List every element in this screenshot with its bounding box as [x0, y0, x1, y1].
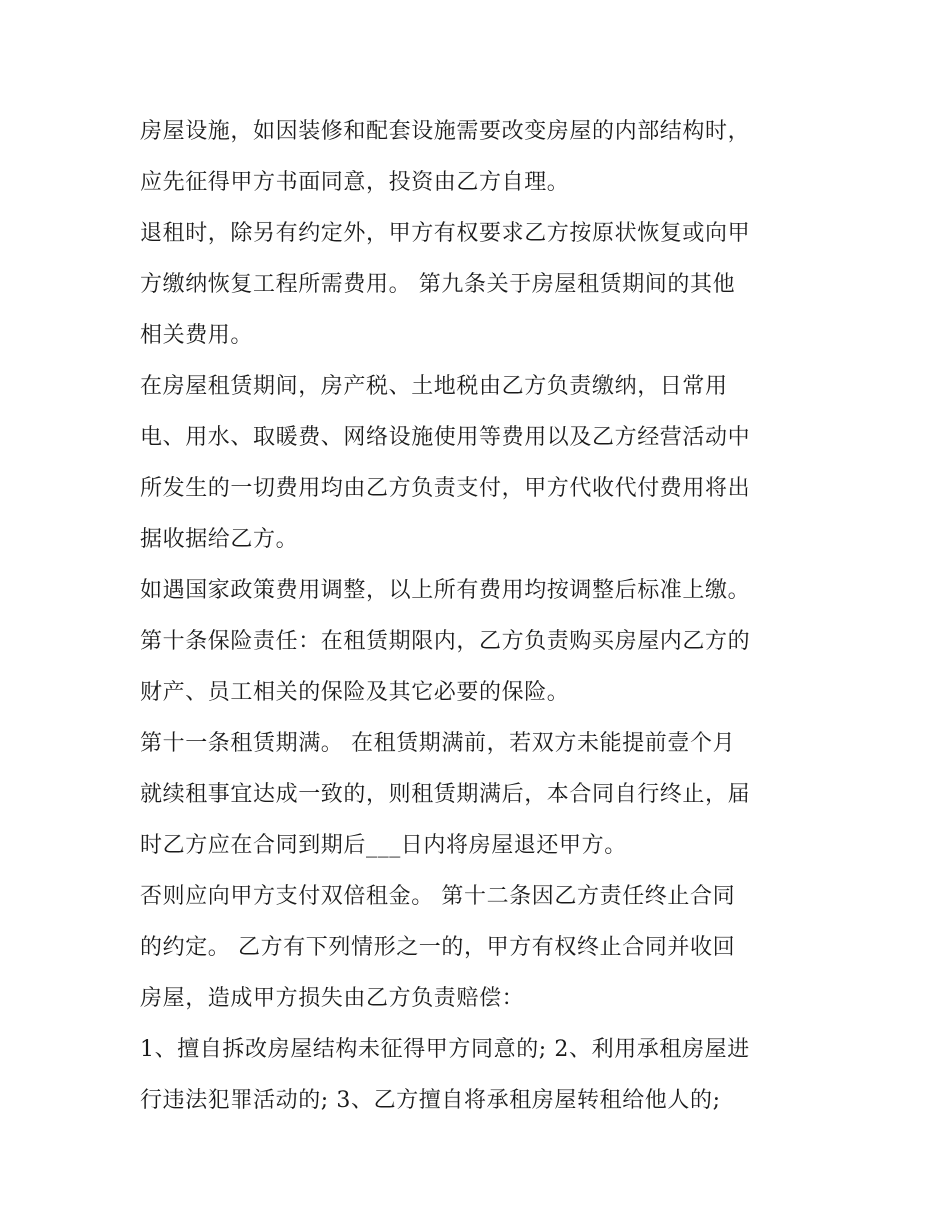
text-line: 应先征得甲方书面同意，投资由乙方自理。	[140, 170, 570, 195]
paragraph-article-12-termination	[140, 871, 820, 1024]
text-line: 据收据给乙方。	[140, 527, 299, 552]
paragraph-article-11-expiry	[140, 718, 820, 871]
text-line: 行违法犯罪活动的; 3、乙方擅自将承租房屋转租给他人的;	[140, 1088, 721, 1113]
paragraph-return-restore	[140, 208, 820, 361]
text-line: 方缴纳恢复工程所需费用。 第九条关于房屋租赁期间的其他	[140, 272, 736, 297]
document-body	[140, 106, 820, 1126]
text-line: 就续租事宜达成一致的，则租赁期满后，本合同自行终止，届	[140, 782, 751, 807]
text-line: 第十条保险责任：在租赁期限内，乙方负责购买房屋内乙方的	[140, 629, 751, 654]
paragraph-renovation	[140, 106, 820, 208]
text-line: 所发生的一切费用均由乙方负责支付，甲方代收代付费用将出	[140, 476, 751, 501]
text-line: 相关费用。	[140, 323, 254, 348]
text-line: 房屋设施，如因装修和配套设施需要改变房屋的内部结构时，	[140, 119, 751, 144]
text-line: 财产、员工相关的保险及其它必要的保险。	[140, 680, 570, 705]
paragraph-policy-adjustment	[140, 565, 820, 616]
text-line: 否则应向甲方支付双倍租金。 第十二条因乙方责任终止合同	[140, 884, 736, 909]
paragraph-article-10-insurance	[140, 616, 820, 718]
text-line: 的约定。 乙方有下列情形之一的，甲方有权终止合同并收回	[140, 935, 736, 960]
text-line: 时乙方应在合同到期后___日内将房屋退还甲方。	[140, 833, 627, 858]
text-line: 如遇国家政策费用调整，以上所有费用均按调整后标准上缴。	[140, 578, 751, 603]
text-line: 电、用水、取暖费、网络设施使用等费用以及乙方经营活动中	[140, 425, 751, 450]
text-line: 在房屋租赁期间，房产税、土地税由乙方负责缴纳，日常用	[140, 374, 728, 399]
paragraph-termination-conditions	[140, 1024, 820, 1126]
text-line: 第十一条租赁期满。 在租赁期满前，若双方未能提前壹个月	[140, 731, 736, 756]
text-line: 退租时，除另有约定外，甲方有权要求乙方按原状恢复或向甲	[140, 221, 751, 246]
text-line: 1、擅自拆改房屋结构未征得甲方同意的; 2、利用承租房屋进	[140, 1037, 750, 1062]
paragraph-fees	[140, 361, 820, 565]
text-line: 房屋，造成甲方损失由乙方负责赔偿：	[140, 986, 525, 1011]
